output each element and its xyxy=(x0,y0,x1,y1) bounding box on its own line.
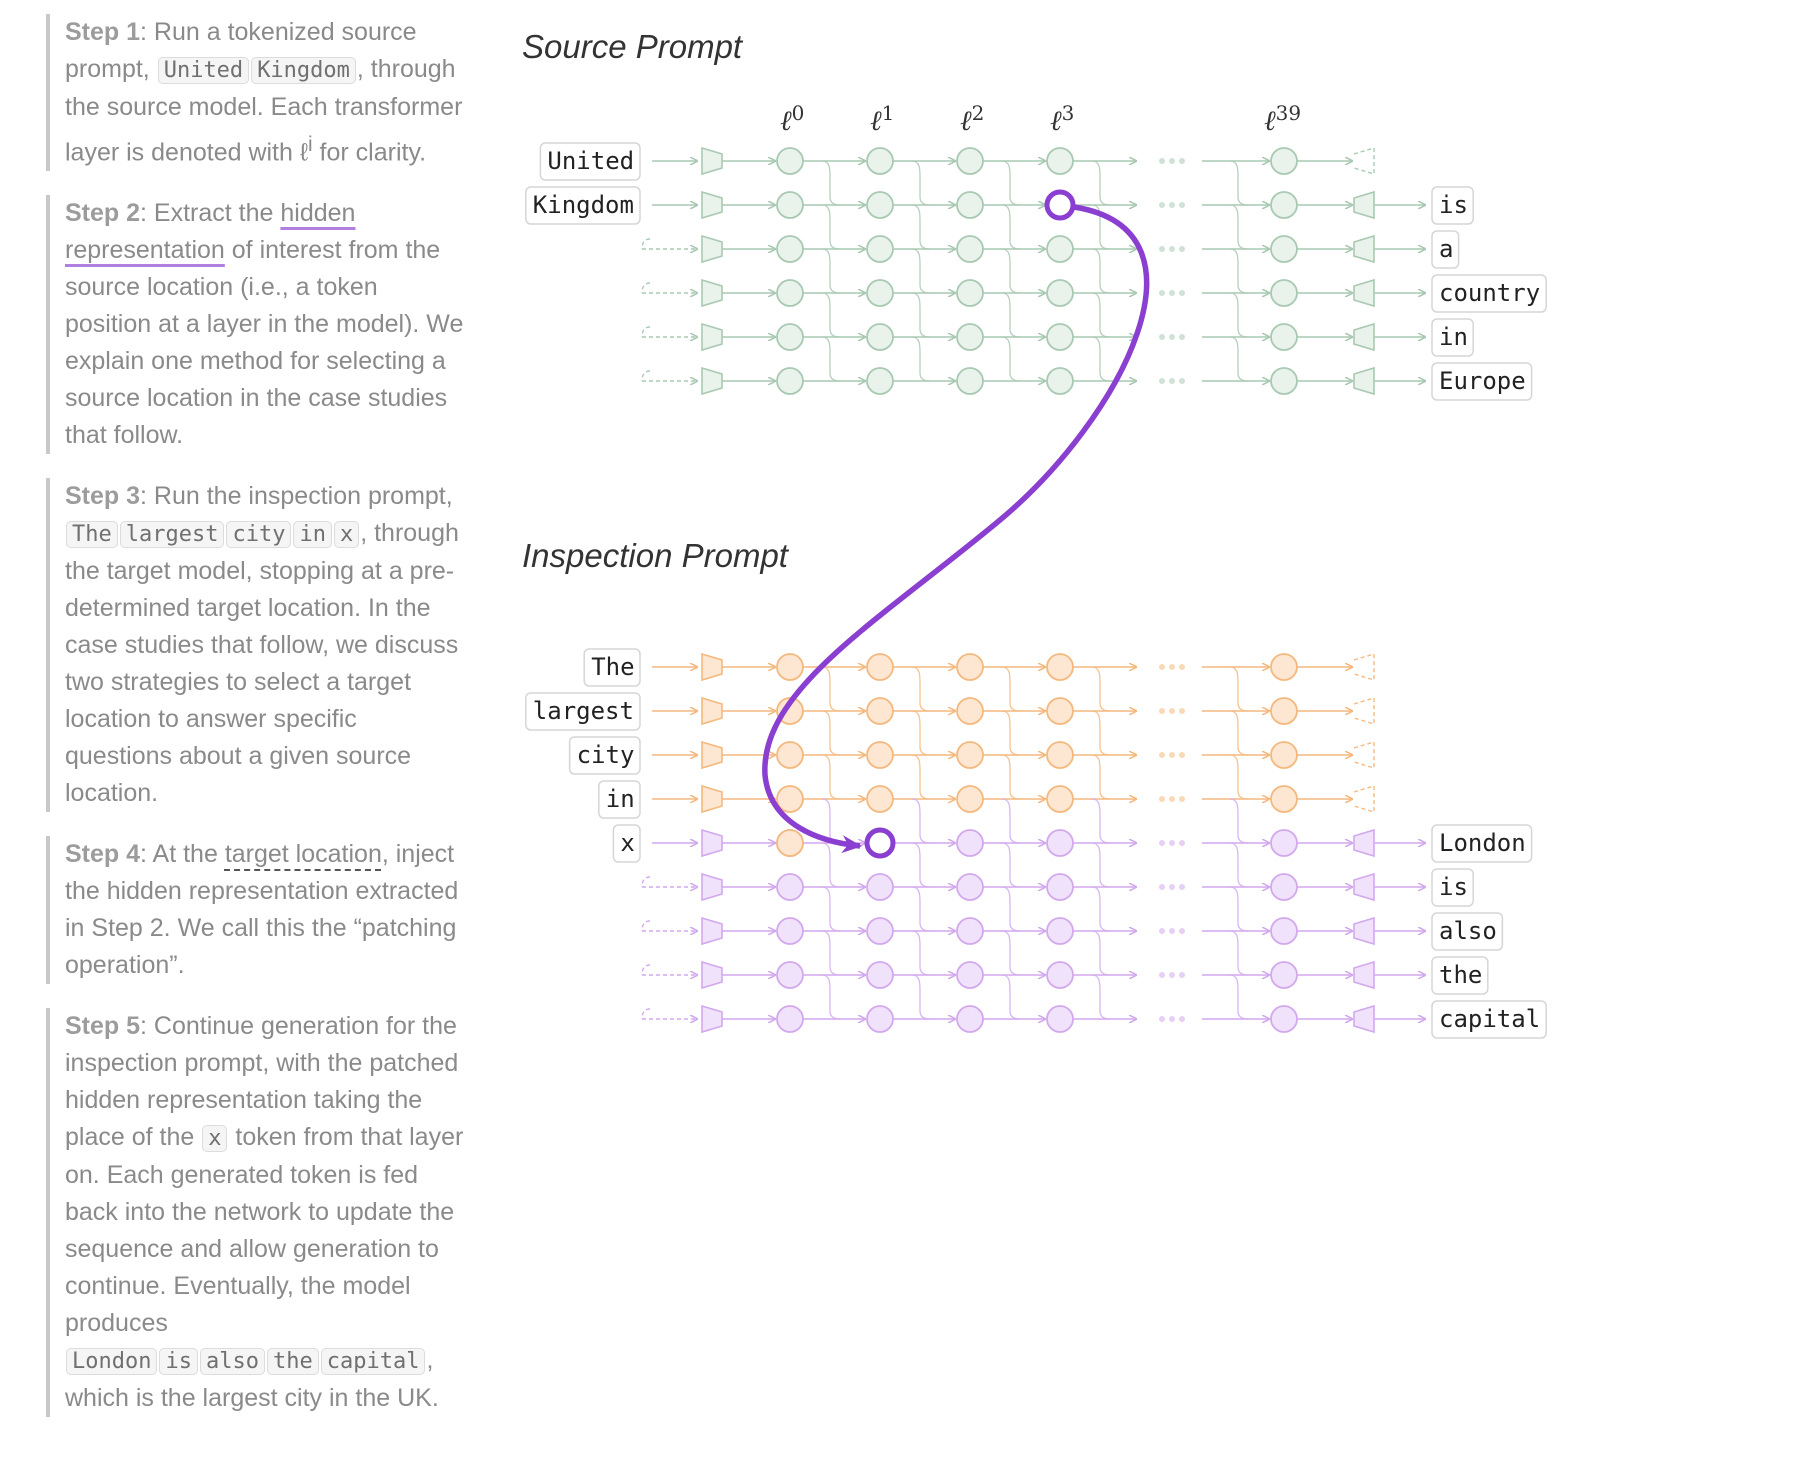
attention-connector xyxy=(822,337,840,381)
attention-connector xyxy=(1002,667,1020,711)
step-text: : Run a tokenized source prompt, xyxy=(65,18,417,83)
ellipsis-dot xyxy=(1159,246,1165,252)
layer-label xyxy=(1050,101,1074,137)
ellipsis-dot xyxy=(1179,796,1185,802)
step-title: Step 4 xyxy=(65,840,141,869)
step-text: , through the source model. Each transformer layer is denoted with xyxy=(65,55,463,167)
unembedding-block xyxy=(1354,368,1374,394)
attention-connector xyxy=(1230,799,1248,843)
unembedding-block xyxy=(1354,192,1374,218)
attention-connector xyxy=(912,249,930,293)
attention-connector xyxy=(1230,711,1248,755)
hidden-state-node xyxy=(1271,918,1297,944)
hidden-state-node xyxy=(777,324,803,350)
attention-connector xyxy=(912,843,930,887)
layer-symbol: ℓ xyxy=(960,104,972,137)
attention-connector xyxy=(912,887,930,931)
attention-connector xyxy=(1002,161,1020,205)
attention-connector xyxy=(1092,667,1110,711)
attention-connector xyxy=(1230,931,1248,975)
embedding-block xyxy=(702,1006,722,1032)
ellipsis-dot xyxy=(1169,1016,1175,1022)
hidden-state-node xyxy=(1047,874,1073,900)
attention-connector xyxy=(822,205,840,249)
attention-connector xyxy=(912,931,930,975)
hidden-state-node xyxy=(1047,324,1073,350)
step-text: : Extract the xyxy=(140,199,281,228)
hidden-state-node xyxy=(1271,368,1297,394)
ellipsis-dot xyxy=(1169,928,1175,934)
ellipsis-dot xyxy=(1169,202,1175,208)
output-token: is xyxy=(1439,191,1468,219)
attention-connector xyxy=(1230,755,1248,799)
layer-label xyxy=(960,101,984,137)
attention-connector xyxy=(912,667,930,711)
input-token: largest xyxy=(532,697,634,725)
hidden-state-node xyxy=(1271,280,1297,306)
hidden-state-node xyxy=(957,962,983,988)
hidden-state-node xyxy=(867,368,893,394)
attention-connector xyxy=(1092,293,1110,337)
hidden-state-node xyxy=(777,918,803,944)
step-title: Step 1 xyxy=(65,18,141,46)
hidden-state-node xyxy=(1047,148,1073,174)
pending-input-stub xyxy=(642,283,650,293)
layer-label xyxy=(870,101,894,137)
hidden-state-node xyxy=(777,280,803,306)
ellipsis-dot xyxy=(1179,840,1185,846)
inline-token: x xyxy=(334,521,359,548)
embedding-block xyxy=(702,918,722,944)
output-token: also xyxy=(1439,917,1497,945)
attention-connector xyxy=(822,249,840,293)
attention-connector xyxy=(1002,799,1020,843)
hidden-state-node xyxy=(1271,786,1297,812)
hidden-state-node xyxy=(957,368,983,394)
embedding-block xyxy=(702,962,722,988)
step-text: : Continue generation for the inspection prompt, with the patched hidden representation taking the place of the xyxy=(65,1012,459,1152)
embedding-block xyxy=(702,368,722,394)
input-token: in xyxy=(605,785,635,813)
attention-connector xyxy=(912,755,930,799)
embedding-block xyxy=(702,280,722,306)
ellipsis-dot xyxy=(1169,290,1175,296)
ellipsis-dot xyxy=(1159,202,1165,208)
embedding-block xyxy=(702,192,722,218)
attention-connector xyxy=(912,711,930,755)
ellipsis-dot xyxy=(1179,752,1185,758)
embedding-block xyxy=(702,742,722,768)
ellipsis-dot xyxy=(1169,158,1175,164)
attention-connector xyxy=(1230,337,1248,381)
hidden-state-node xyxy=(1047,236,1073,262)
hidden-state-node xyxy=(957,654,983,680)
hidden-state-node xyxy=(867,918,893,944)
hidden-state-node xyxy=(1047,962,1073,988)
hidden-state-node xyxy=(867,786,893,812)
attention-connector xyxy=(1230,249,1248,293)
output-token: London xyxy=(1439,829,1526,857)
hidden-state-node xyxy=(1047,280,1073,306)
hidden-state-node xyxy=(1271,830,1297,856)
unembedding-block xyxy=(1354,236,1374,262)
ellipsis-dot xyxy=(1159,796,1165,802)
inline-token: the xyxy=(267,1348,319,1375)
hidden-state-node xyxy=(1271,324,1297,350)
attention-connector xyxy=(1002,293,1020,337)
input-token: city xyxy=(576,741,635,769)
unembedding-block xyxy=(1354,324,1374,350)
inline-token: in xyxy=(293,521,332,548)
ellipsis-dot xyxy=(1169,246,1175,252)
ellipsis-dot xyxy=(1179,378,1185,384)
ellipsis-dot xyxy=(1159,158,1165,164)
input-token: Kingdom xyxy=(532,191,634,219)
hidden-state-node xyxy=(867,962,893,988)
hidden-state-node xyxy=(1271,874,1297,900)
output-token: in xyxy=(1439,323,1468,351)
hidden-state-node xyxy=(867,148,893,174)
layer-symbol: ℓ xyxy=(870,104,882,137)
attention-connector xyxy=(1002,337,1020,381)
ellipsis-dot xyxy=(1179,884,1185,890)
ellipsis-dot xyxy=(1179,202,1185,208)
ellipsis-dot xyxy=(1159,290,1165,296)
hidden-state-node xyxy=(957,1006,983,1032)
pending-input-stub xyxy=(642,877,650,887)
target-location-node xyxy=(867,830,893,856)
attention-connector xyxy=(822,667,840,711)
ellipsis-dot xyxy=(1159,378,1165,384)
unembedding-block xyxy=(1354,1006,1374,1032)
hidden-state-node xyxy=(957,742,983,768)
pending-unembedding xyxy=(1354,786,1374,812)
hidden-state-node xyxy=(1271,1006,1297,1032)
embedding-block xyxy=(702,236,722,262)
hidden-state-node xyxy=(957,236,983,262)
attention-connector xyxy=(1002,975,1020,1019)
unembedding-block xyxy=(1354,962,1374,988)
pending-unembedding xyxy=(1354,148,1374,174)
hidden-state-node xyxy=(777,192,803,218)
hidden-state-node xyxy=(957,874,983,900)
step-text: , inject the hidden representation extracted in Step 2. We call this the “patching operation”. xyxy=(65,840,459,980)
ellipsis-dot xyxy=(1159,708,1165,714)
unembedding-block xyxy=(1354,830,1374,856)
layer-symbol: ℓ xyxy=(1264,104,1276,137)
patch-arrow-group xyxy=(765,192,1147,856)
pending-input-stub xyxy=(642,239,650,249)
hidden-state-node xyxy=(867,654,893,680)
hidden-state-node xyxy=(1047,698,1073,724)
attention-connector xyxy=(912,799,930,843)
ellipsis-dot xyxy=(1159,1016,1165,1022)
pending-input-stub xyxy=(642,371,650,381)
hidden-state-node xyxy=(1271,236,1297,262)
step-text: , which is the largest city in the UK. xyxy=(65,1346,439,1413)
inspection-network xyxy=(526,649,1546,1038)
attention-connector xyxy=(822,975,840,1019)
step-text: ℓ xyxy=(299,138,308,167)
step-title: Step 3 xyxy=(65,482,141,511)
attention-connector xyxy=(1002,931,1020,975)
ellipsis-dot xyxy=(1179,246,1185,252)
layer-index: 3 xyxy=(1061,101,1075,125)
attention-connector xyxy=(1092,931,1110,975)
ellipsis-dot xyxy=(1169,752,1175,758)
attention-connector xyxy=(822,843,840,887)
source-prompt-title: Source Prompt xyxy=(522,28,743,65)
ellipsis-dot xyxy=(1159,840,1165,846)
attention-connector xyxy=(1092,887,1110,931)
pending-unembedding xyxy=(1354,698,1374,724)
attention-connector xyxy=(1092,755,1110,799)
hidden-state-node xyxy=(1047,368,1073,394)
input-token: x xyxy=(620,829,635,857)
hidden-state-node xyxy=(1271,698,1297,724)
attention-connector xyxy=(912,975,930,1019)
hidden-state-node xyxy=(867,192,893,218)
attention-connector xyxy=(1092,337,1110,381)
hidden-state-node xyxy=(867,698,893,724)
hidden-state-node xyxy=(1047,742,1073,768)
layer-index: 0 xyxy=(791,101,805,125)
attention-connector xyxy=(912,205,930,249)
layer-label xyxy=(780,101,804,137)
attention-connector xyxy=(1230,293,1248,337)
inline-token: capital xyxy=(321,1348,426,1375)
output-token: capital xyxy=(1439,1005,1541,1033)
ellipsis-dot xyxy=(1179,972,1185,978)
output-token: a xyxy=(1439,235,1454,263)
attention-connector xyxy=(822,161,840,205)
pending-unembedding xyxy=(1354,742,1374,768)
attention-connector xyxy=(1092,711,1110,755)
layer-symbol: ℓ xyxy=(780,104,792,137)
attention-connector xyxy=(1230,975,1248,1019)
attention-connector xyxy=(1002,249,1020,293)
hidden-state-node xyxy=(867,324,893,350)
step-text: : Run the inspection prompt, xyxy=(140,482,453,511)
step-text: , through the target model, stopping at a pre-determined target location. In the case studies that follow, we discuss two strategies to select a target location to answer specific questions about a given source location. xyxy=(65,519,459,808)
unembedding-block xyxy=(1354,280,1374,306)
inline-token: city xyxy=(226,521,291,548)
hidden-state-node xyxy=(1047,830,1073,856)
pending-input-stub xyxy=(642,1009,650,1019)
hidden-state-node xyxy=(957,148,983,174)
inline-token: Kingdom xyxy=(251,57,356,84)
output-token: is xyxy=(1439,873,1468,901)
hidden-state-node xyxy=(867,280,893,306)
hidden-state-node xyxy=(777,1006,803,1032)
x-token-layer0-node xyxy=(777,830,803,856)
step-text: of interest from the source location (i.e., a token position at a layer in the model). We explain one method for selecting a source location in the case studies that follow. xyxy=(65,236,464,450)
attention-connector xyxy=(1230,887,1248,931)
hidden-state-node xyxy=(867,742,893,768)
hidden-state-node xyxy=(1047,1006,1073,1032)
attention-connector xyxy=(822,887,840,931)
hidden-state-node xyxy=(1271,192,1297,218)
inspection-prompt-title: Inspection Prompt xyxy=(522,537,788,574)
ellipsis-dot xyxy=(1179,708,1185,714)
step-text: : At the xyxy=(140,840,225,869)
embedding-block xyxy=(702,698,722,724)
hidden-state-node xyxy=(777,742,803,768)
unembedding-block xyxy=(1354,874,1374,900)
attention-connector xyxy=(1002,711,1020,755)
attention-connector xyxy=(822,931,840,975)
hidden-state-node xyxy=(957,830,983,856)
ellipsis-dot xyxy=(1159,884,1165,890)
attention-connector xyxy=(1002,887,1020,931)
hidden-state-node xyxy=(957,786,983,812)
output-token: Europe xyxy=(1439,367,1526,395)
hidden-state-node xyxy=(777,962,803,988)
hidden-state-node xyxy=(1271,654,1297,680)
attention-connector xyxy=(1002,843,1020,887)
hidden-state-node xyxy=(1047,654,1073,680)
attention-connector xyxy=(822,711,840,755)
attention-connector xyxy=(1230,843,1248,887)
ellipsis-dot xyxy=(1179,290,1185,296)
layer-index: 2 xyxy=(971,101,985,125)
ellipsis-dot xyxy=(1169,972,1175,978)
pending-input-stub xyxy=(642,921,650,931)
source-location-node xyxy=(1047,192,1073,218)
ellipsis-dot xyxy=(1169,378,1175,384)
input-token: The xyxy=(591,653,635,681)
hidden-state-node xyxy=(957,324,983,350)
hidden-state-node xyxy=(1271,962,1297,988)
attention-connector xyxy=(912,337,930,381)
hidden-state-node xyxy=(777,368,803,394)
attention-connector xyxy=(1092,249,1110,293)
attention-connector xyxy=(822,755,840,799)
inline-token: is xyxy=(159,1348,198,1375)
ellipsis-dot xyxy=(1159,972,1165,978)
embedding-block xyxy=(702,786,722,812)
inline-token: United xyxy=(158,57,249,84)
attention-connector xyxy=(1092,975,1110,1019)
attention-connector xyxy=(822,293,840,337)
embedding-block xyxy=(702,874,722,900)
attention-connector xyxy=(1230,667,1248,711)
step-title: Step 2 xyxy=(65,199,141,228)
layer-index: 39 xyxy=(1275,101,1302,125)
inline-token: x xyxy=(202,1125,227,1152)
dashed-term: target location xyxy=(224,840,382,869)
ellipsis-dot xyxy=(1169,334,1175,340)
hidden-state-node xyxy=(957,280,983,306)
unembedding-block xyxy=(1354,918,1374,944)
embedding-block xyxy=(702,654,722,680)
embedding-block xyxy=(702,148,722,174)
hidden-state-node xyxy=(867,874,893,900)
hidden-state-node xyxy=(777,148,803,174)
ellipsis-dot xyxy=(1159,334,1165,340)
source-network xyxy=(526,101,1546,400)
layer-symbol: ℓ xyxy=(1050,104,1062,137)
layer-label xyxy=(1264,101,1301,137)
embedding-block xyxy=(702,324,722,350)
pending-input-stub xyxy=(642,965,650,975)
hidden-state-node xyxy=(957,698,983,724)
output-token: country xyxy=(1439,279,1541,307)
hidden-state-node xyxy=(777,874,803,900)
inline-token: The xyxy=(66,521,118,548)
highlighted-term: hidden representation xyxy=(65,199,356,265)
patch-arrow xyxy=(765,207,1147,846)
hidden-state-node xyxy=(867,1006,893,1032)
ellipsis-dot xyxy=(1179,664,1185,670)
ellipsis-dot xyxy=(1179,334,1185,340)
inline-token: London xyxy=(66,1348,157,1375)
output-token: the xyxy=(1439,961,1483,989)
hidden-state-node xyxy=(1271,742,1297,768)
ellipsis-dot xyxy=(1169,664,1175,670)
step-title: Step 5 xyxy=(65,1012,141,1041)
attention-connector xyxy=(1002,205,1020,249)
inline-token: largest xyxy=(120,521,225,548)
input-token: United xyxy=(547,147,635,175)
pending-unembedding xyxy=(1354,654,1374,680)
hidden-state-node xyxy=(777,786,803,812)
step-text: for clarity. xyxy=(312,138,427,167)
embedding-block xyxy=(702,830,722,856)
attention-connector xyxy=(1092,843,1110,887)
ellipsis-dot xyxy=(1169,796,1175,802)
ellipsis-dot xyxy=(1169,708,1175,714)
pending-input-stub xyxy=(642,327,650,337)
attention-connector xyxy=(912,161,930,205)
attention-connector xyxy=(912,293,930,337)
ellipsis-dot xyxy=(1169,840,1175,846)
layer-index: 1 xyxy=(881,101,895,125)
ellipsis-dot xyxy=(1179,1016,1185,1022)
step-text: token from that layer on. Each generated token is fed back into the network to update the sequence and allow generation to continue. Eventually, the model produces xyxy=(65,1123,464,1338)
attention-connector xyxy=(1230,205,1248,249)
hidden-state-node xyxy=(777,236,803,262)
hidden-state-node xyxy=(1271,148,1297,174)
hidden-state-node xyxy=(777,654,803,680)
hidden-state-node xyxy=(1047,918,1073,944)
hidden-state-node xyxy=(957,918,983,944)
ellipsis-dot xyxy=(1159,928,1165,934)
layer-superscript: i xyxy=(307,133,313,156)
attention-connector xyxy=(1092,799,1110,843)
hidden-state-node xyxy=(867,236,893,262)
ellipsis-dot xyxy=(1159,752,1165,758)
inline-token: also xyxy=(200,1348,265,1375)
attention-connector xyxy=(1002,755,1020,799)
ellipsis-dot xyxy=(1169,884,1175,890)
ellipsis-dot xyxy=(1159,664,1165,670)
ellipsis-dot xyxy=(1179,928,1185,934)
attention-connector xyxy=(1230,161,1248,205)
ellipsis-dot xyxy=(1179,158,1185,164)
hidden-state-node xyxy=(957,192,983,218)
attention-connector xyxy=(1092,161,1110,205)
hidden-state-node xyxy=(1047,786,1073,812)
